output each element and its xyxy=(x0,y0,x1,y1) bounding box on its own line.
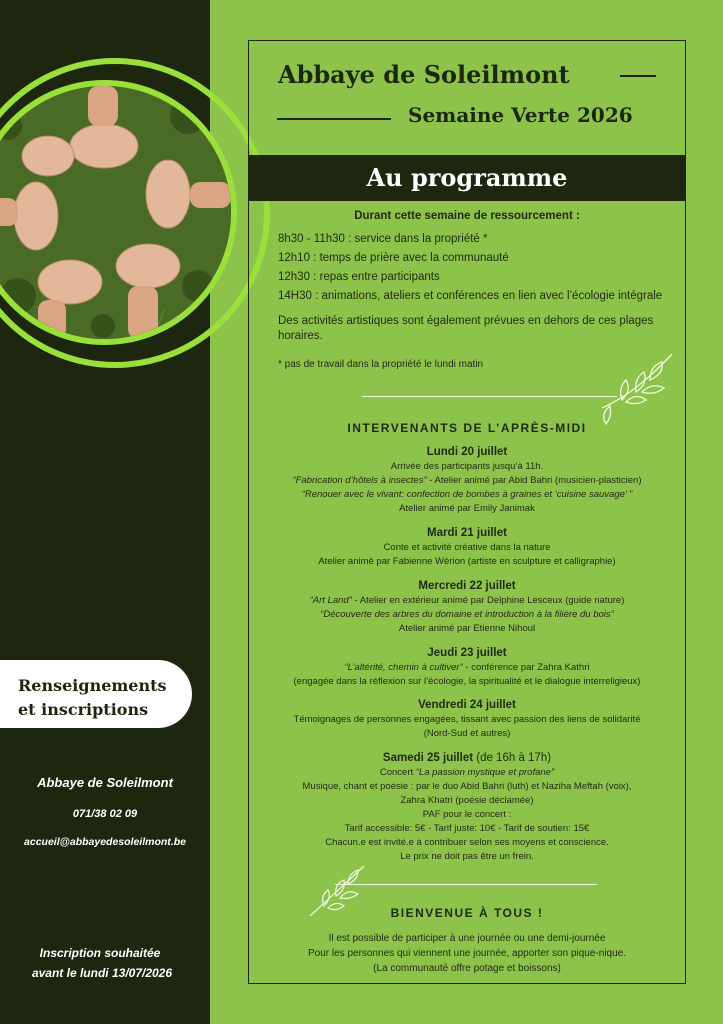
day-line xyxy=(248,594,686,608)
page-subtitle: Semaine Verte 2026 xyxy=(408,103,633,127)
programme-lead: Durant cette semaine de ressourcement : xyxy=(354,210,580,222)
day-friday xyxy=(248,697,686,741)
day-heading: Vendredi 24 juillet xyxy=(418,699,516,711)
org-name: Abbaye de Soleilmont xyxy=(37,775,173,790)
info-label xyxy=(18,674,167,722)
schedule-item: 12h10 : temps de prière avec la communauté xyxy=(278,252,509,264)
day-line-italic: “Art Land” xyxy=(309,595,352,606)
day-saturday xyxy=(248,750,686,864)
day-heading-time: (de 16h à 17h) xyxy=(473,752,552,764)
info-label-pill xyxy=(0,660,192,728)
title-rule xyxy=(620,75,656,77)
day-line-text: Concert xyxy=(379,767,416,778)
day-heading: Lundi 20 juillet xyxy=(426,446,508,458)
day-line xyxy=(248,661,686,675)
day-line: Témoignages de personnes engagées, tissant avec passion des liens de solidarité xyxy=(293,714,641,725)
day-heading xyxy=(248,750,686,766)
programme-banner xyxy=(248,155,686,201)
day-line: Conte et activité créative dans la nature xyxy=(383,542,551,553)
day-line-text: - Atelier en extérieur animé par Delphine Lesceux (guide nature) xyxy=(351,595,625,606)
welcome-title: BIENVENUE À TOUS ! xyxy=(390,906,544,920)
day-heading: Mardi 21 juillet xyxy=(427,527,507,539)
day-line: Arrivée des participants jusqu’à 11h. xyxy=(390,461,544,472)
section-divider xyxy=(362,396,617,397)
deadline-line2: avant le lundi 13/07/2026 xyxy=(31,966,173,980)
day-line: “Découverte des arbres du domaine et introduction à la filière du bois” xyxy=(320,609,614,620)
schedule-item: 14H30 : animations, ateliers et conférences en lien avec l’écologie intégrale xyxy=(278,290,663,302)
day-heading-label: Samedi 25 juillet xyxy=(382,752,474,764)
deadline-line1: Inscription souhaitée xyxy=(39,946,161,960)
day-thursday xyxy=(248,645,686,689)
day-line: Zahra Khatri (poésie déclamée) xyxy=(400,795,534,806)
day-line: Atelier animé par Etienne Nihoul xyxy=(398,623,536,634)
day-line: Atelier animé par Fabienne Wérion (artiste en sculpture et calligraphie) xyxy=(318,556,616,567)
day-line-text: - conférence par Zahra Kathri xyxy=(462,662,590,673)
programme-banner-label: Au programme xyxy=(366,163,568,192)
hands-circle-illustration xyxy=(0,86,231,339)
day-tuesday xyxy=(248,525,686,569)
day-line xyxy=(248,766,686,780)
schedule-item: 8h30 - 11h30 : service dans la propriété * xyxy=(278,233,488,245)
section-divider xyxy=(335,884,597,885)
day-line-italic: “Fabrication d’hôtels à insectes” xyxy=(292,475,427,486)
day-wednesday xyxy=(248,578,686,636)
phone-number[interactable]: 071/38 02 09 xyxy=(72,808,138,820)
day-line: Le prix ne doit pas être un frein. xyxy=(400,851,534,862)
day-line: Chacun.e est invité.e à contribuer selon ses moyens et conscience. xyxy=(325,837,609,848)
page-title: Abbaye de Soleilmont xyxy=(278,60,570,89)
day-monday xyxy=(248,444,686,516)
day-line: Atelier animé par Emily Janimak xyxy=(399,503,535,514)
programme-extra: Des activités artistiques sont également prévues en dehors de ces plages horaires. xyxy=(278,315,654,342)
day-line: PAF pour le concert : xyxy=(422,809,512,820)
day-line-italic: “La passion mystique et profane” xyxy=(415,767,555,778)
day-heading: Mercredi 22 juillet xyxy=(418,580,516,592)
info-label-line1: Renseignements xyxy=(18,676,167,695)
day-line: (engagée dans la réflexion sur l’écologie, la spiritualité et le dialogue interreligieux) xyxy=(293,676,641,687)
welcome-text xyxy=(248,931,686,976)
info-label-line2: et inscriptions xyxy=(18,700,149,719)
day-line-text: - Atelier animé par Abid Bahri (musicien-plasticien) xyxy=(426,475,642,486)
day-line xyxy=(248,474,686,488)
day-heading: Jeudi 23 juillet xyxy=(427,647,507,659)
day-line: Musique, chant et poésie : par le duo Abid Bahri (luth) et Naziha Meftah (voix), xyxy=(302,781,632,792)
leaf-branch-icon xyxy=(596,348,678,428)
email-address[interactable]: accueil@abbayedesoleilmont.be xyxy=(24,836,186,848)
welcome-line: Il est possible de participer à une journée ou une demi-journée xyxy=(328,933,606,944)
subtitle-rule xyxy=(277,118,391,120)
speakers-title: INTERVENANTS DE L’APRÈS-MIDI xyxy=(347,421,587,435)
day-line: “Renouer avec le vivant: confection de bombes à graines et ‘cuisine sauvage’ ” xyxy=(301,489,633,500)
welcome-line: Pour les personnes qui viennent une journée, apporter son pique-nique. xyxy=(308,948,626,959)
programme-footnote: * pas de travail dans la propriété le lundi matin xyxy=(278,359,484,370)
day-line: (Nord-Sud et autres) xyxy=(423,728,511,739)
day-line-italic: “L’altérité, chemin à cultiver” xyxy=(344,662,463,673)
schedule-item: 12h30 : repas entre participants xyxy=(278,271,440,283)
welcome-line: (La communauté offre potage et boissons) xyxy=(373,963,561,974)
day-line: Tarif accessible: 5€ - Tarif juste: 10€ - Tarif de soutien: 15€ xyxy=(344,823,590,834)
